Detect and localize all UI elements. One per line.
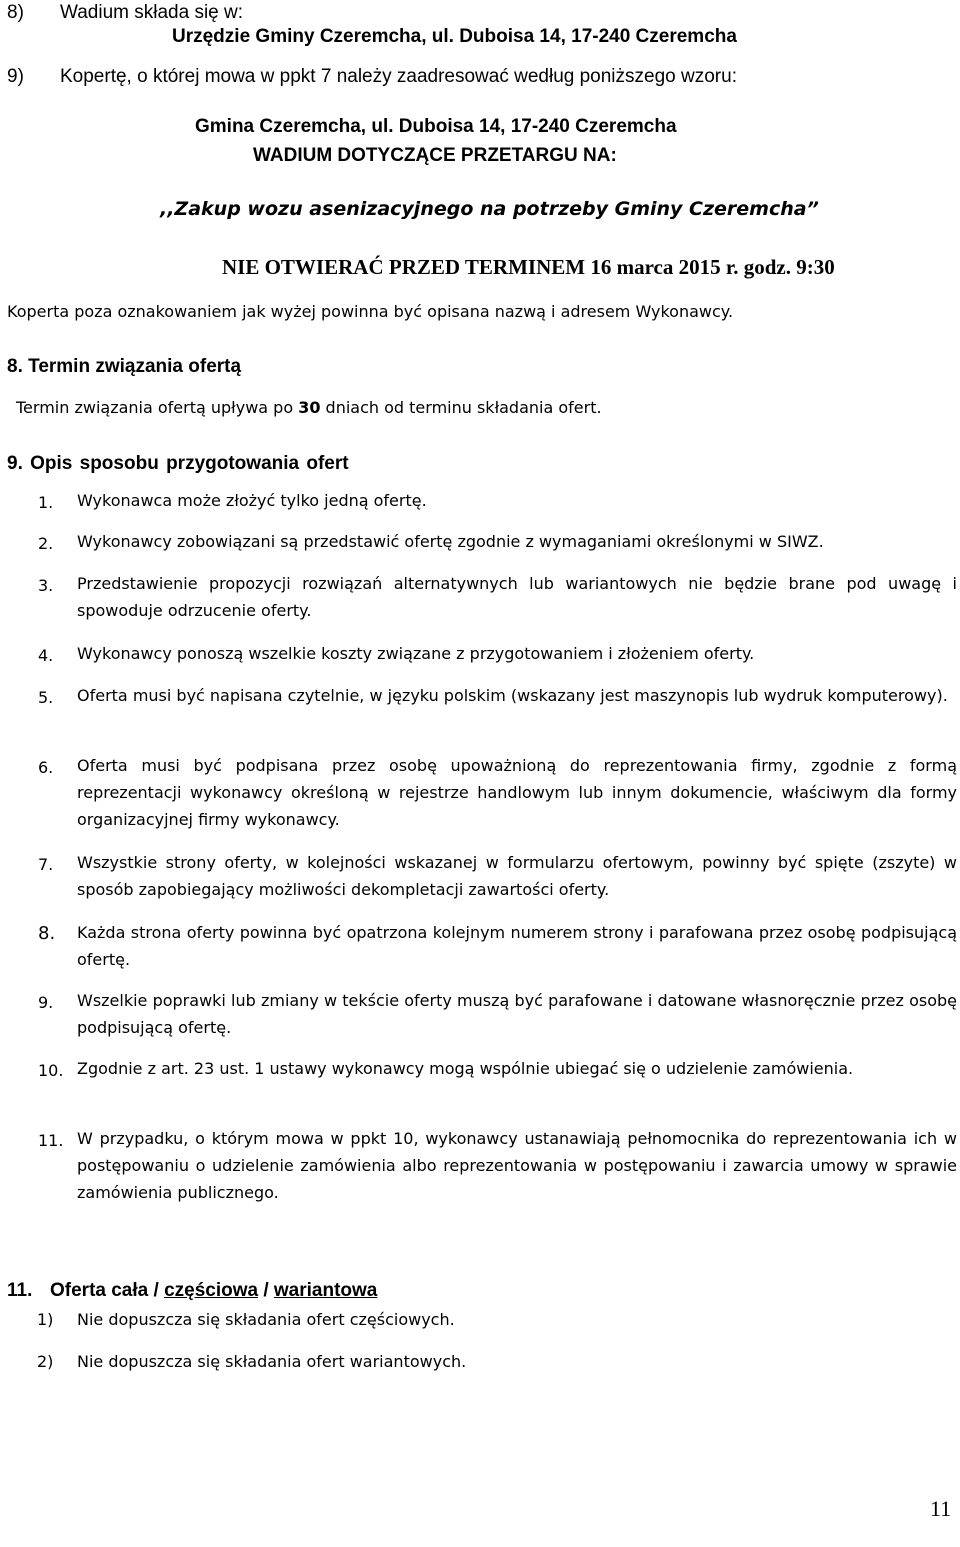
- list-item: Wszystkie strony oferty, w kolejności wskazanej w formularzu ofertowym, powinny być spięte (zszyte) w sposób zapobiegający możliwości dekompletacji zawartości oferty.: [77, 853, 957, 899]
- list-item: Wykonawca może złożyć tylko jedną ofertę.: [77, 491, 427, 510]
- section-8-text: Termin związania ofertą upływa po 30 dniach od terminu składania ofert.: [16, 398, 602, 417]
- list-item: Zgodnie z art. 23 ust. 1 ustawy wykonawcy mogą wspólnie ubiegać się o udzielenie zamówienia.: [77, 1059, 854, 1078]
- list-item-number: 6.: [38, 758, 54, 777]
- list-item-number: 10.: [38, 1061, 64, 1080]
- section-11-number: 11.: [7, 1280, 33, 1301]
- envelope-note: Koperta poza oznakowaniem jak wyżej powinna być opisana nazwą i adresem Wykonawcy.: [7, 302, 734, 321]
- list-item: Wykonawcy ponoszą wszelkie koszty związane z przygotowaniem i złożeniem oferty.: [77, 644, 755, 663]
- item-9-number: 9): [7, 66, 24, 87]
- list-item-number: 7.: [38, 855, 54, 874]
- list-item-number: 1.: [38, 493, 54, 512]
- wadium-address: Urzędzie Gminy Czeremcha, ul. Duboisa 14, 17-240 Czeremcha: [172, 26, 737, 47]
- list-item: Wszelkie poprawki lub zmiany w tekście oferty muszą być parafowane i datowane własnoręcznie przez osobę podpisującą ofertę.: [77, 991, 957, 1037]
- list-item-number: 5.: [38, 688, 54, 707]
- list-item-number: 3.: [38, 576, 54, 595]
- list-item-number: 11.: [38, 1131, 64, 1150]
- list-item: Oferta musi być napisana czytelnie, w języku polskim (wskazany jest maszynopis lub wydruk komputerowy).: [77, 686, 948, 705]
- envelope-address: Gmina Czeremcha, ul. Duboisa 14, 17-240 Czeremcha: [195, 116, 677, 137]
- list-item: Wykonawcy zobowiązani są przedstawić ofertę zgodnie z wymaganiami określonymi w SIWZ.: [77, 532, 824, 551]
- list-item-number: 1): [37, 1310, 54, 1329]
- binding-days: 30: [298, 398, 321, 417]
- list-item-number: 8.: [38, 923, 56, 944]
- section-11-heading: Oferta cała / częściowa / wariantowa: [50, 1280, 378, 1301]
- item-8-number: 8): [7, 2, 24, 23]
- envelope-do-not-open: NIE OTWIERAĆ PRZED TERMINEM 16 marca 2015 r. godz. 9:30: [222, 255, 835, 279]
- list-item-number: 9.: [38, 993, 54, 1012]
- envelope-tender-title: ,,Zakup wozu asenizacyjnego na potrzeby Gminy Czeremcha”: [160, 198, 819, 220]
- item-9-text: Kopertę, o której mowa w ppkt 7 należy zaadresować według poniższego wzoru:: [60, 66, 737, 87]
- list-item-number: 2.: [38, 534, 54, 553]
- envelope-wadium-heading: WADIUM DOTYCZĄCE PRZETARGU NA:: [253, 145, 617, 166]
- list-item-number: 4.: [38, 646, 54, 665]
- item-8-text: Wadium składa się w:: [60, 2, 244, 23]
- list-item: W przypadku, o którym mowa w ppkt 10, wykonawcy ustanawiają pełnomocnika do reprezentowania ich w postępowaniu o udzielenie zamówienia albo reprezentowania w postępowaniu i zawarcia umowy w sprawie zamówienia publicznego.: [77, 1129, 957, 1202]
- list-item-number: 2): [37, 1352, 54, 1371]
- page-number: 11: [930, 1496, 952, 1521]
- list-item: Każda strona oferty powinna być opatrzona kolejnym numerem strony i parafowana przez osobę podpisującą ofertę.: [77, 923, 957, 969]
- section-8-heading: 8. Termin związania ofertą: [7, 356, 242, 377]
- list-item: Przedstawienie propozycji rozwiązań alternatywnych lub wariantowych nie będzie brane pod uwagę i spowoduje odrzucenie oferty.: [77, 574, 957, 620]
- list-item: Oferta musi być podpisana przez osobę upoważnioną do reprezentowania firmy, zgodnie z formą reprezentacji wykonawcy określoną w rejestrze handlowym lub innym dokumencie, właściwym dla formy organizacyjnej firmy wykonawcy.: [77, 756, 957, 829]
- list-item: Nie dopuszcza się składania ofert częściowych.: [77, 1310, 455, 1329]
- section-9-heading: 9. Opis sposobu przygotowania ofert: [7, 453, 349, 474]
- list-item: Nie dopuszcza się składania ofert wariantowych.: [77, 1352, 467, 1371]
